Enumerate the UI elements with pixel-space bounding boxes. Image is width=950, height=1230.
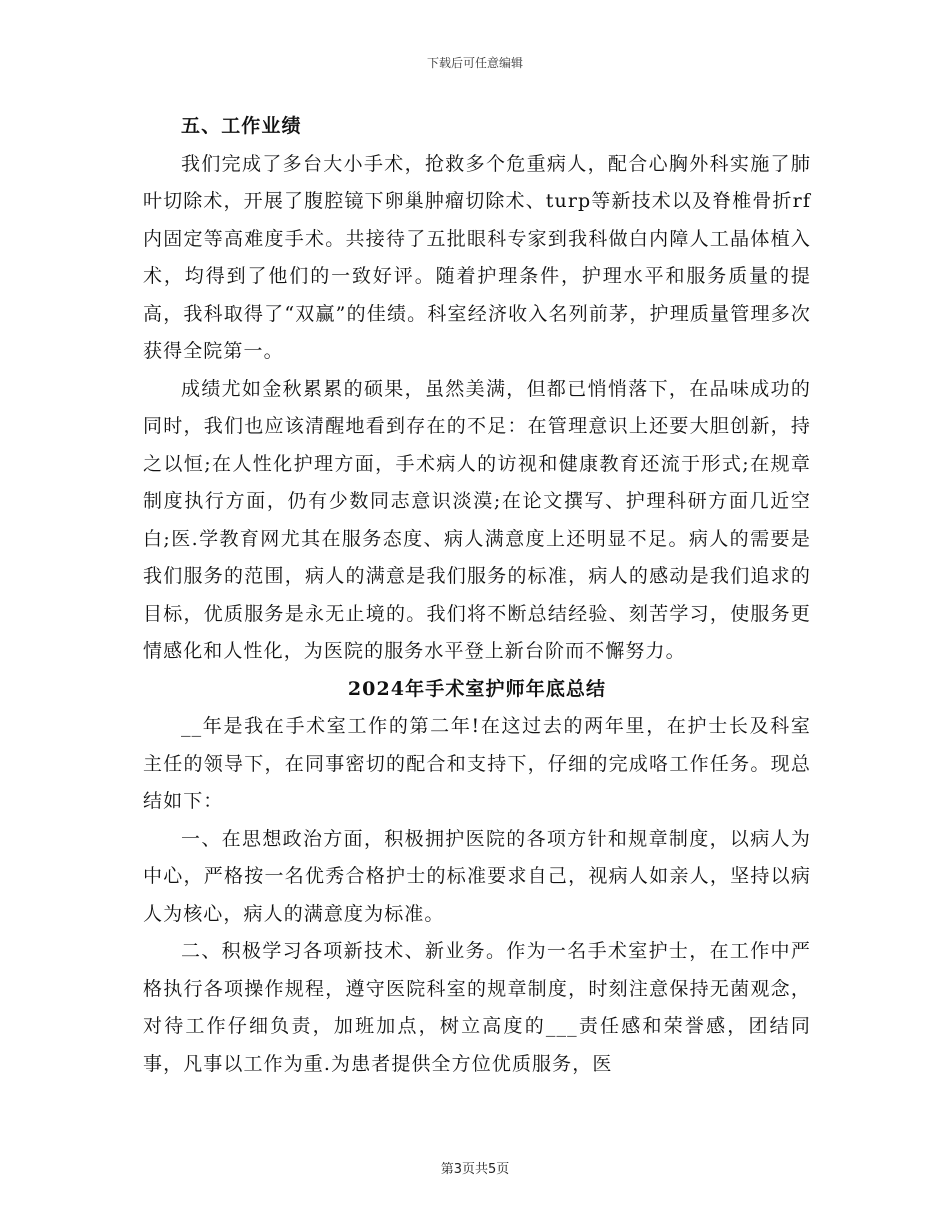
paragraph-political: 一、在思想政治方面，积极拥护医院的各项方针和规章制度，以病人为中心，严格按一名优秀合格护士的标准要求自己，视病人如亲人，坚持以病人为核心，病人的满意度为标准。 [143,827,811,925]
page-number: 第3页共5页 [440,1162,510,1177]
paragraph-achievements: 我们完成了多台大小手术，抢救多个危重病人，配合心胸外科实施了肺叶切除术，开展了腹腔镜下卵巢肿瘤切除术、turp等新技术以及脊椎骨折rf内固定等高难度手术。共接待了五批眼科专家到我科做白内障人工晶体植入术，均得到了他们的一致好评。随着护理条件，护理水平和服务质量的提高，我科取得了“双赢”的佳绩。科室经济收入名列前茅，护理质量管理多次获得全院第一。 [143,152,811,362]
page-header-note: 下载后可任意编辑 [426,56,523,70]
document-body [143,108,811,1083]
paragraph-learning: 二、积极学习各项新技术、新业务。作为一名手术室护士，在工作中严格执行各项操作规程，遵守医院科室的规章制度，时刻注意保持无菌观念，对待工作仔细负责，加班加点，树立高度的___责任感和荣誉感，团结同事，凡事以工作为重.为患者提供全方位优质服务，医 [143,940,811,1075]
section-heading: 五、工作业绩 [181,115,302,137]
paragraph-intro: __年是我在手术室工作的第二年!在这过去的两年里，在护士长及科室主任的领导下，在同事密切的配合和支持下，仔细的完成咯工作任务。现总结如下： [143,715,811,812]
paragraph-shortcomings: 成绩尤如金秋累累的硕果，虽然美满，但都已悄悄落下，在品味成功的同时，我们也应该清醒地看到存在的不足：在管理意识上还要大胆创新，持之以恒;在人性化护理方面，手术病人的访视和健康教育还流于形式;在规章制度执行方面，仍有少数同志意识淡漠;在论文撰写、护理科研方面几近空白;医.学教育网尤其在服务态度、病人满意度上还明显不足。病人的需要是我们服务的范围，病人的满意是我们服务的标准，病人的感动是我们追求的目标，优质服务是永无止境的。我们将不断总结经验、刻苦学习，使服务更情感化和人性化，为医院的服务水平登上新台阶而不懈努力。 [143,377,811,662]
document-title: 2024年手术室护师年底总结 [347,677,607,700]
